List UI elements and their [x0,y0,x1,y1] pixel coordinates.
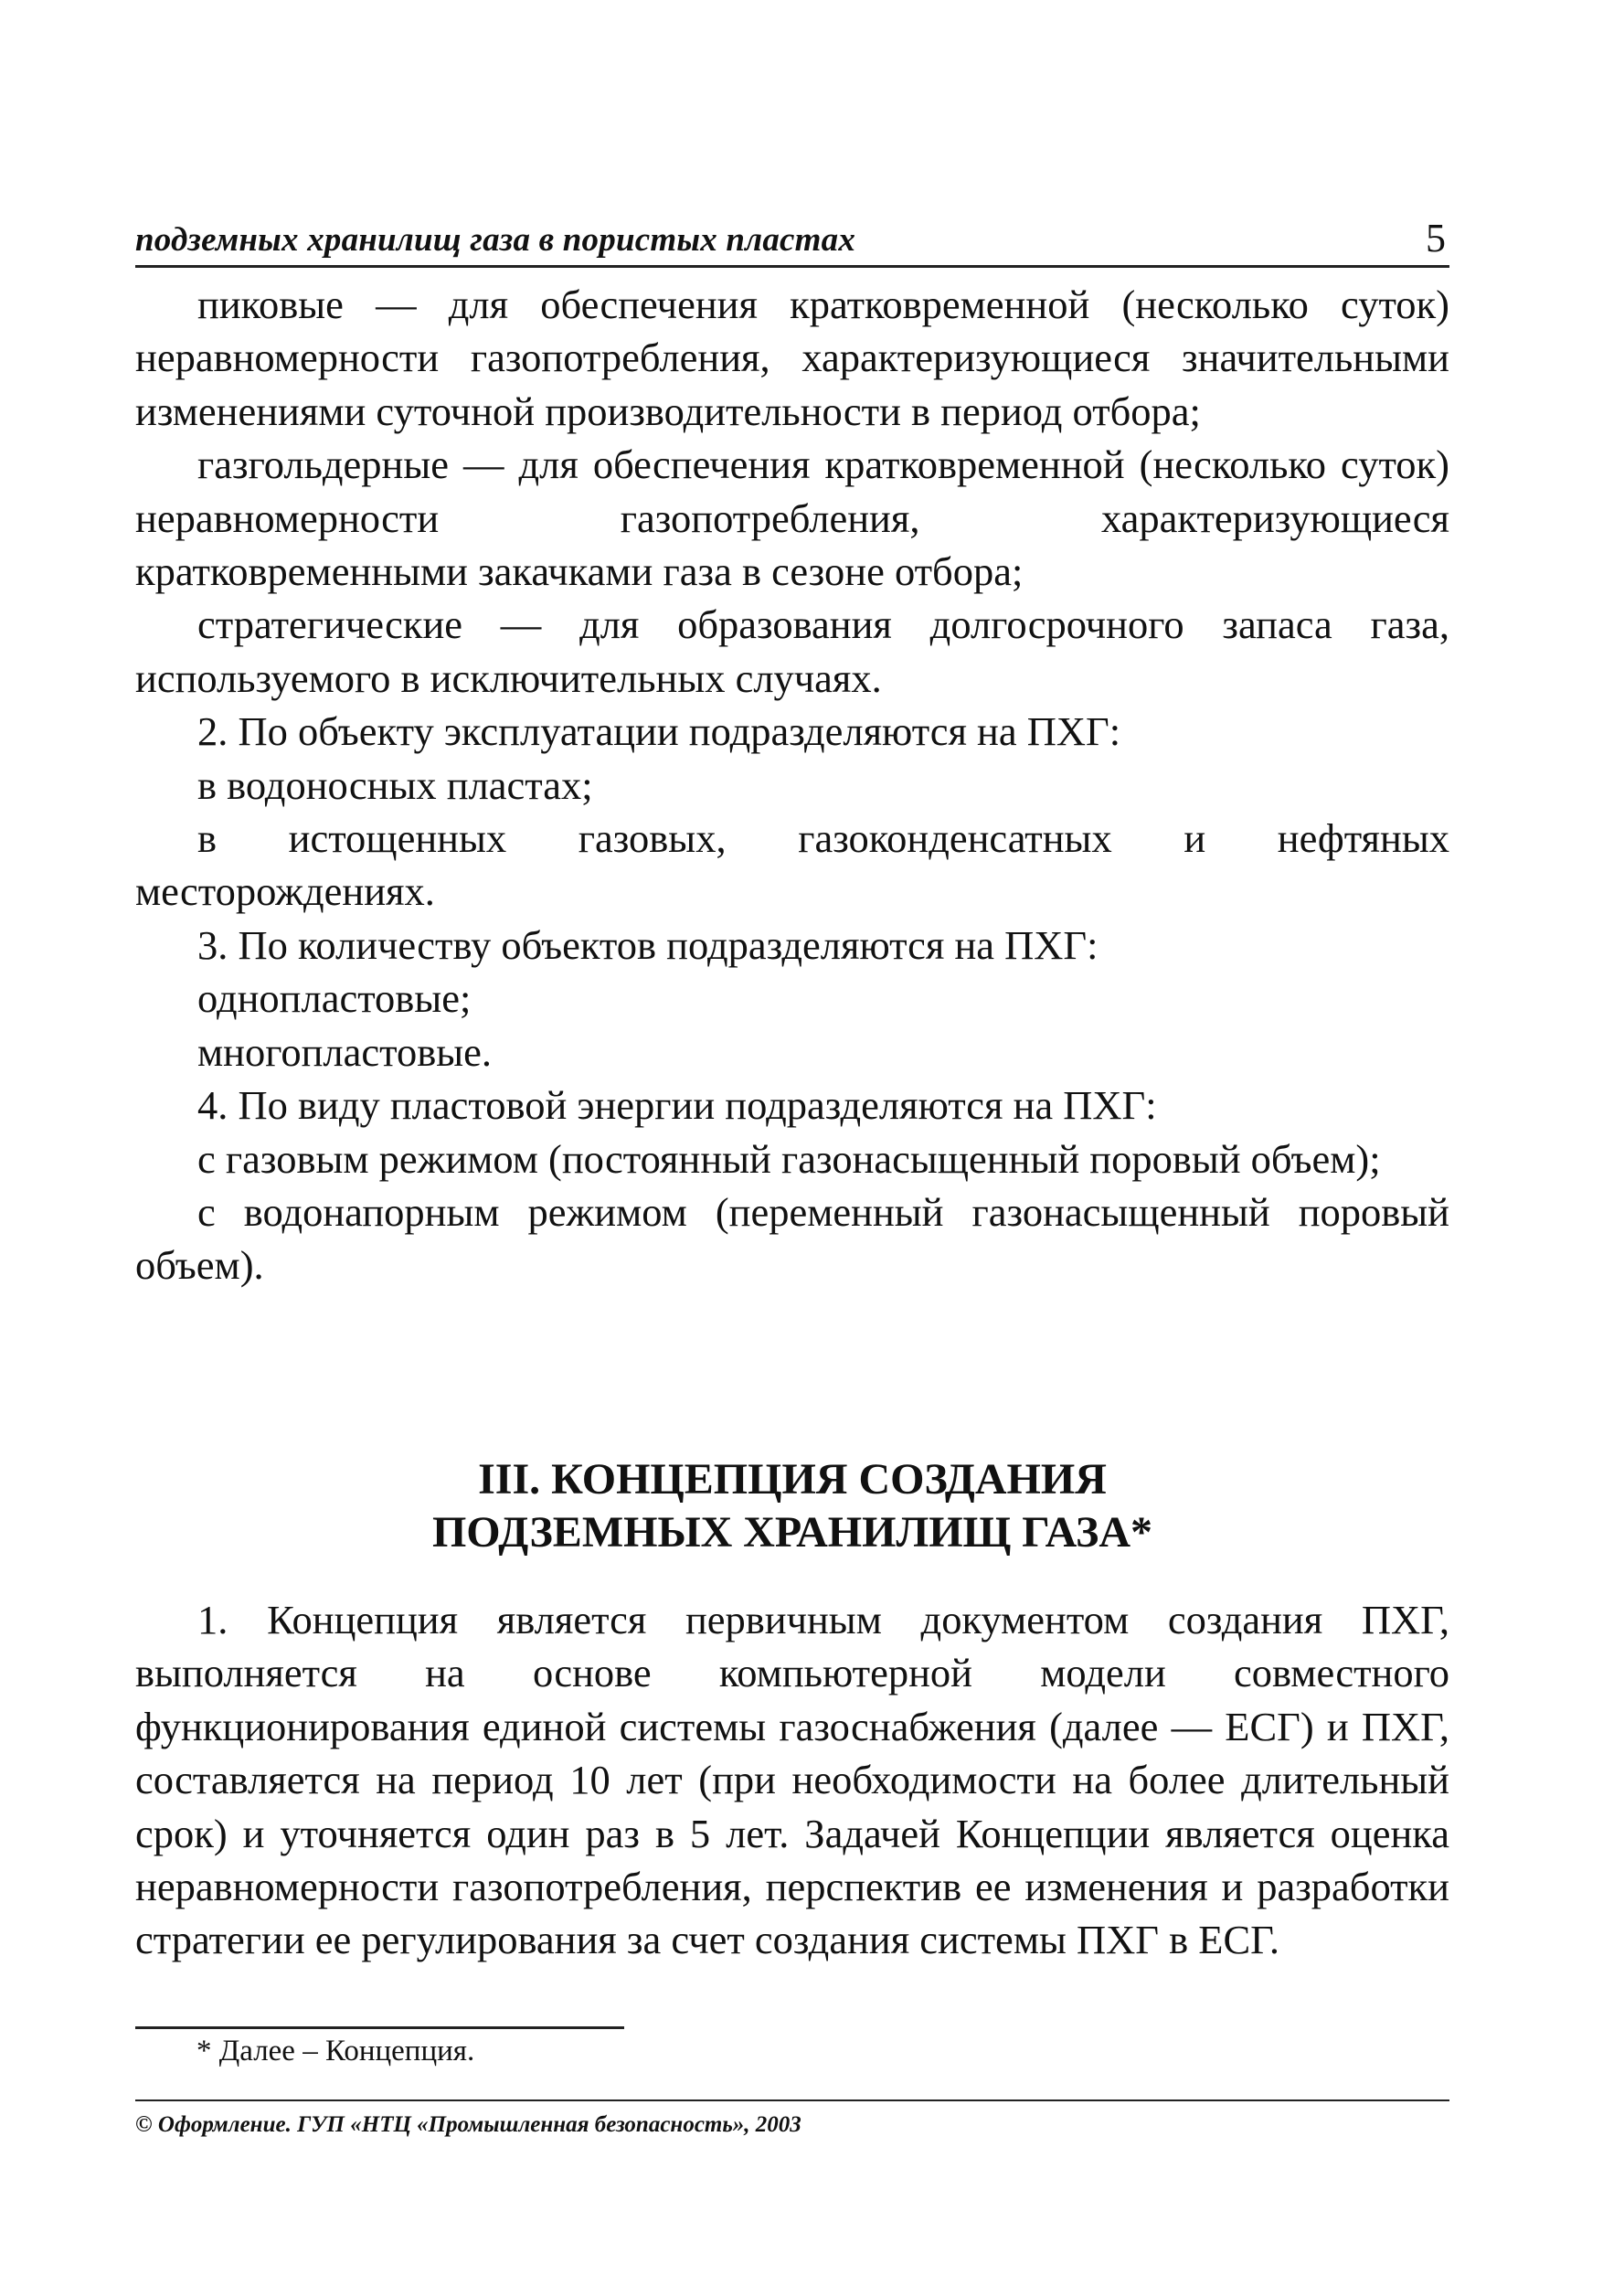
paragraph-gasholder: газгольдерные — для обеспечения кратковременной (несколько суток) неравномерности газопотребления, характеризующиеся кратковременными закачками газа в сезоне отбора; [135,441,1449,595]
paragraph-concept: 1. Концепция является первичным документом создания ПХГ, выполняется на основе компьютерной модели совместного функционирования единой системы газоснабжения (далее — ЕСГ) и ПХГ, составляется на период 10 лет (при необходимости на более длительный срок) и уточняется один раз в 5 лет. Задачей Концепции является оценка неравномерности газопотребления, перспектив ее изменения и разработки стратегии ее регулирования за счет создания системы ПХГ в ЕСГ. [135,1597,1449,1963]
paragraph-depleted: в истощенных газовых, газоконденсатных и нефтяных месторождениях. [135,815,1449,915]
footnote-rule [135,2026,624,2029]
section-heading [135,1453,1449,1559]
footnote: * Далее – Концепция. [196,2035,475,2067]
copyright-rule [135,2099,1449,2101]
paragraph-gas-mode: с газовым режимом (постоянный газонасыщенный поровый объем); [197,1135,1381,1182]
paragraph-multi-layer: многопластовые. [197,1028,493,1075]
paragraph-single-layer: однопластовые; [197,975,472,1022]
copyright-line: © Оформление. ГУП «НТЦ «Промышленная безопасность», 2003 [135,2112,801,2137]
paragraph-aquifer: в водоносных пластах; [197,761,593,808]
running-title: подземных хранилищ газа в пористых пластах [135,221,856,259]
page-number: 5 [1426,216,1446,260]
paragraph-by-energy: 4. По виду пластовой энергии подразделяются на ПХГ: [197,1082,1157,1129]
running-head [135,212,1449,268]
paragraph-peak: пиковые — для обеспечения кратковременной (несколько суток) неравномерности газопотребления, характеризующиеся значительными изменениями суточной производительности в период отбора; [135,282,1449,434]
paragraph-by-object: 2. По объекту эксплуатации подразделяются на ПХГ: [197,708,1121,755]
paragraph-water-mode: с водонапорным режимом (переменный газонасыщенный поровый объем). [135,1188,1449,1289]
paragraph-strategic: стратегические — для образования долгосрочного запаса газа, используемого в исключительных случаях. [135,601,1449,701]
main-text [135,278,1449,1292]
section-heading-line2: ПОДЗЕМНЫХ ХРАНИЛИЩ ГАЗА* [431,1508,1153,1557]
paragraph-by-count: 3. По количеству объектов подразделяются на ПХГ: [197,921,1099,968]
section-heading-line1: III. КОНЦЕПЦИЯ СОЗДАНИЯ [478,1455,1107,1504]
section-text [135,1593,1449,1967]
